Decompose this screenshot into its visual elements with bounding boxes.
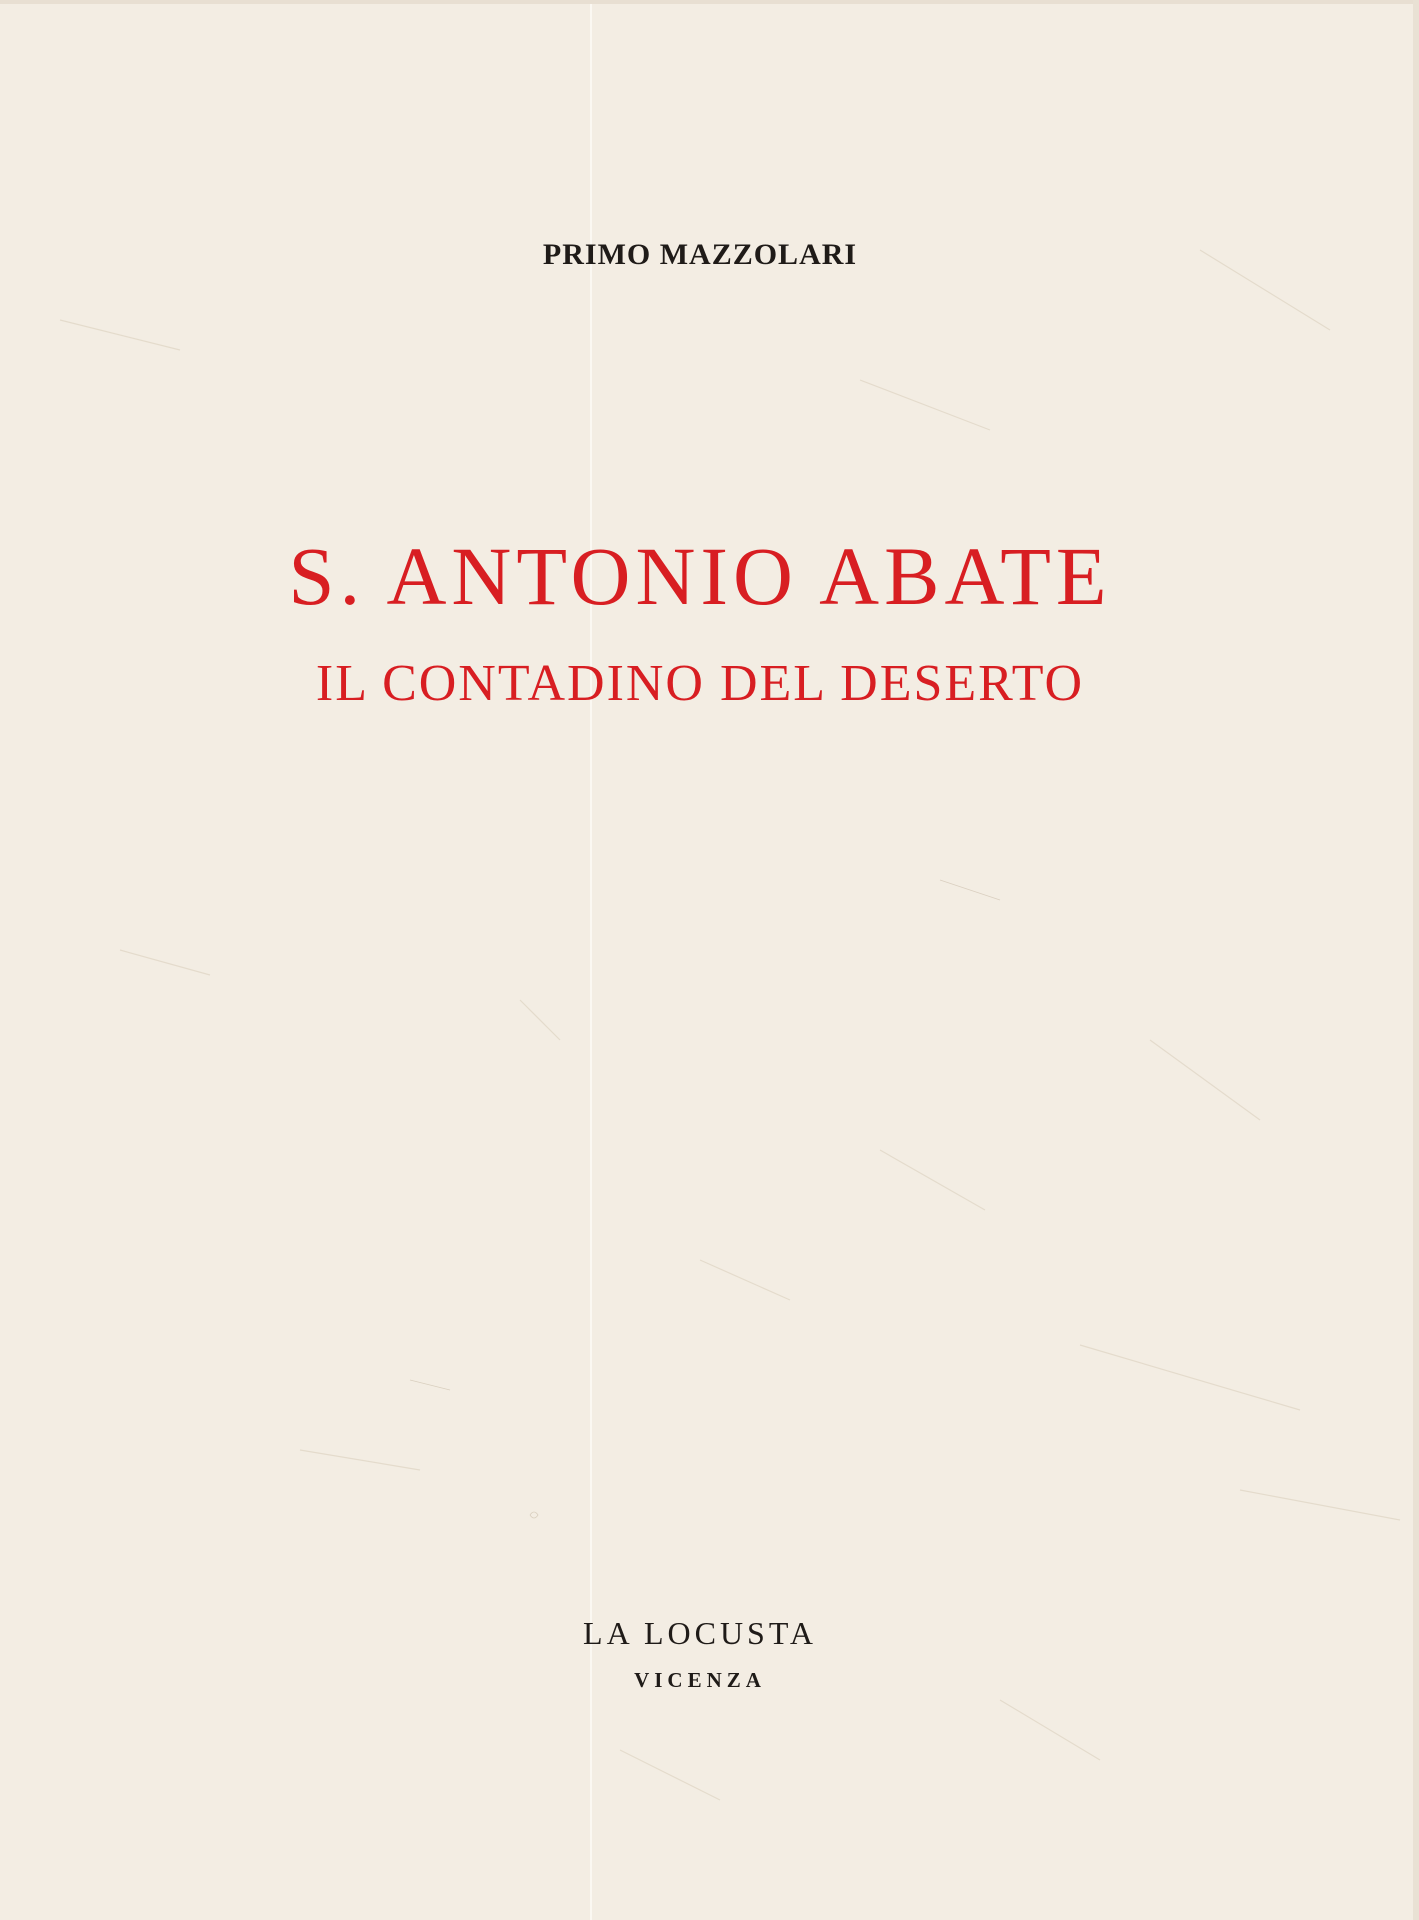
publisher-name: LA LOCUSTA [583,1615,817,1651]
right-edge [1413,0,1419,1920]
author-name: PRIMO MAZZOLARI [542,238,858,271]
publisher-city: VICENZA [634,1668,766,1692]
top-edge [0,0,1419,4]
book-title: S. ANTONIO ABATE [288,530,1112,622]
book-subtitle: IL CONTADINO DEL DESERTO [315,655,1085,712]
